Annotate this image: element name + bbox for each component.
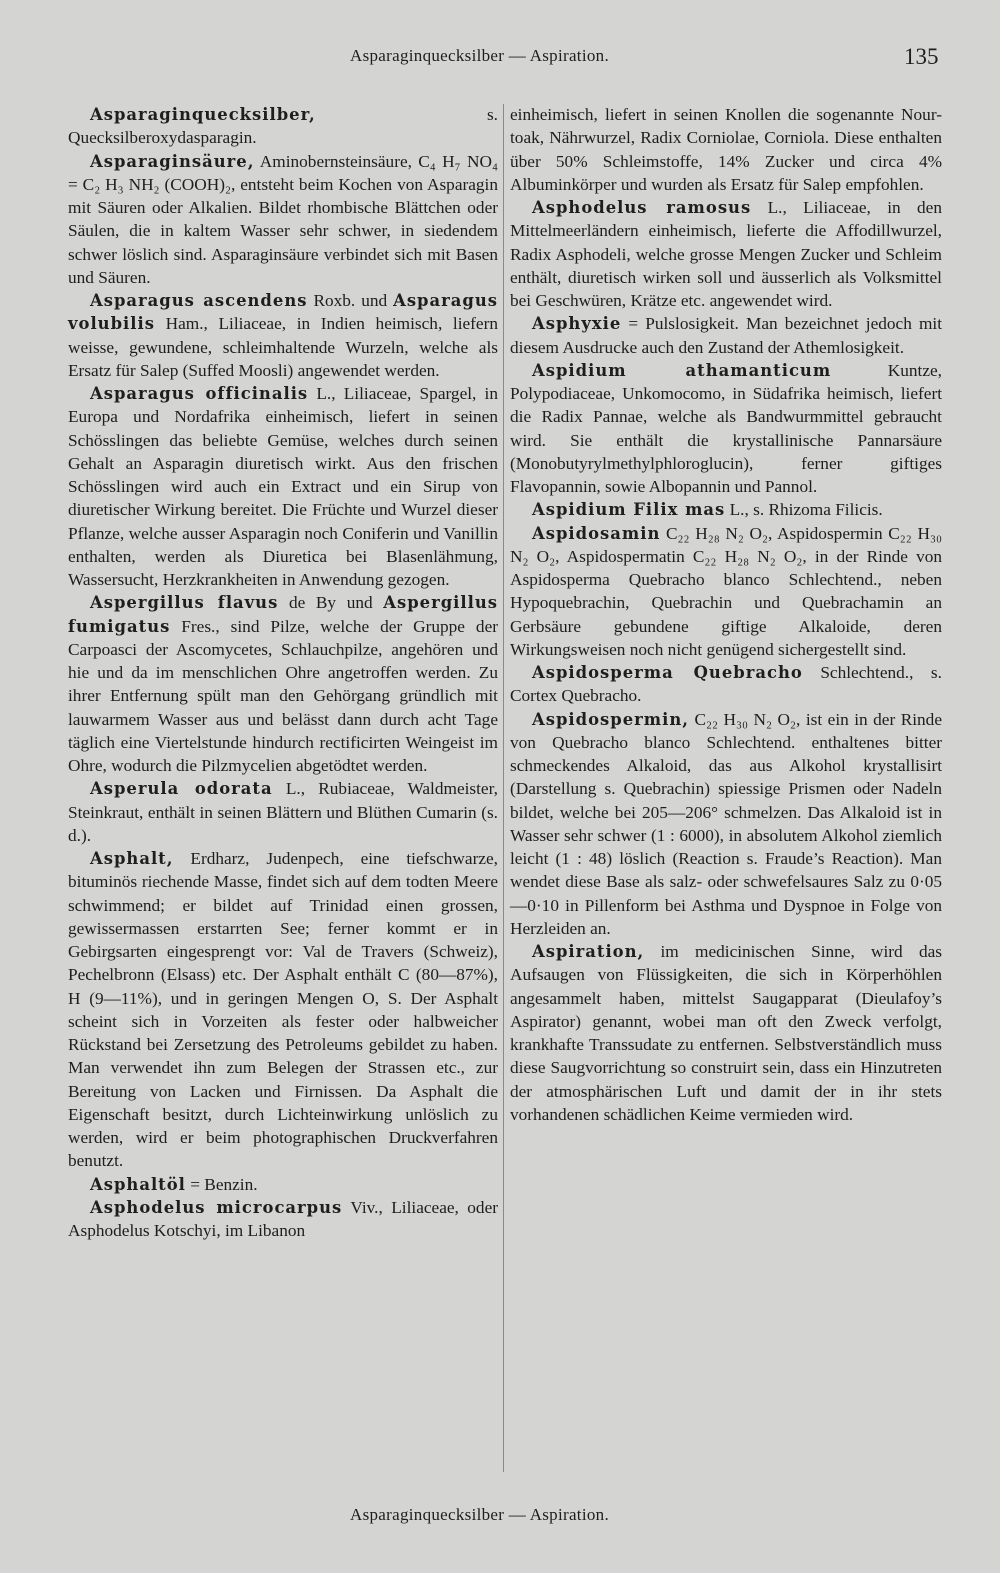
dictionary-entry	[510, 661, 942, 708]
entry-text: Kuntze, Polypodiaceae, Unkomocomo, in Südafrika heimisch, liefert die Radix Pannae, welche als Bandwurmmittel gebraucht wird. Sie enthält die krystallinische Pannarsäure (Monobutyrylmethylphloroglucin), ferner giftiges Flavopannin, sowie Albopannin und Pannol.	[510, 360, 943, 496]
entry-headword: Aspiration,	[532, 942, 645, 961]
entry-headword: Aspidium Filix mas	[532, 500, 726, 520]
dictionary-entry	[68, 289, 498, 382]
dictionary-entry	[68, 103, 498, 150]
entry-headword: Asphyxie	[532, 314, 622, 334]
column-divider	[503, 104, 504, 1472]
entry-text: Aminobernsteinsäure, C₄ H₇ NO₄ = C₂ H₃ NH₂ (COOH)₂, entsteht beim Kochen von Asparagin mit Säuren oder Alkalien. Bildet rhombische Blättchen oder Säulen, die in kaltem Wasser sehr schwer, in siedendem schwer löslich sind. Asparaginsäure verbindet sich mit Basen und Säuren.	[68, 151, 498, 287]
entry-text: einheimisch, liefert in seinen Knollen die sogenannte Nour-toak, Nährwurzel, Radix Corniolae, Corniola. Diese enthalten über 50% Schleimstoffe, 14% Zucker und circa 4% Albuminkörper und wurden als Ersatz für Salep empfohlen.	[510, 105, 942, 194]
entry-text: C₂₂ H₂₈ N₂ O₂, Aspidospermin C₂₂ H₃₀ N₂ O₂, Aspidospermatin C₂₂ H₂₈ N₂ O₂, in der Rinde von Aspidosperma Quebracho blanco Schlechtend., neben Hypoquebrachin, Quebrachin und Quebrachamin an Gerbsäure gebundene giftige Alkaloide, deren Wirkungsweisen noch nicht genügend sichergestellt sind.	[510, 523, 942, 659]
dictionary-entry	[510, 196, 942, 312]
entry-text: L., Rubiaceae, Waldmeister, Steinkraut, enthält in seinen Blättern und Blüthen Cumarin (s. d.).	[68, 779, 498, 845]
entry-text: Viv., Liliaceae, oder Asphodelus Kotschyi, im Libanon	[68, 1197, 499, 1240]
dictionary-entry	[68, 777, 498, 847]
dictionary-entry	[68, 591, 498, 777]
entry-headword: Asphodelus ramosus	[532, 198, 752, 217]
entry-headword: Asphaltöl	[90, 1174, 186, 1194]
page-number: 135	[904, 44, 939, 69]
entry-headword: Asparagus officinalis	[90, 384, 309, 403]
entry-text: Ham., Liliaceae, in Indien heimisch, liefern weisse, gewundene, schleimhaltende Wurzeln, welche als Ersatz für Salep (Suffed Moosli) angewendet werden.	[68, 314, 498, 380]
dictionary-entry	[68, 847, 498, 1173]
dictionary-entry	[510, 103, 942, 196]
page-footer: Asparaginquecksilber — Aspiration.	[350, 1505, 610, 1524]
entry-text: de By und	[278, 593, 384, 613]
entry-headword: Asphalt,	[90, 849, 174, 868]
entry-text: Fres., sind Pilze, welche der Gruppe der Carpoasci der Ascomycetes, Schlauchpilze, angehören und hie und da im menschlichen Ohre angetroffen werden. Zu ihrer Entfernung spült man den Gehörgang gründlich mit lauwarmem Wasser aus und belässt dann durch acht Tage täglich eine Viertelstunde hindurch rectificirten Weingeist im Ohre, wodurch die Pilzmycelien abgetödtet werden.	[68, 616, 498, 775]
entry-text: s. Quecksilberoxydasparagin.	[68, 105, 498, 148]
entry-text: = Pulslosigkeit. Man bezeichnet jedoch mit diesem Ausdrucke auch den Zustand der Athemlosigkeit.	[510, 314, 942, 357]
entry-headword: Asparagus ascendens	[90, 291, 308, 310]
entry-headword: Aspidium athamanticum	[532, 360, 832, 380]
dictionary-entry	[510, 312, 942, 359]
entry-text: = Benzin.	[185, 1174, 258, 1194]
left-column	[68, 103, 498, 1242]
entry-text: C₂₂ H₃₀ N₂ O₂, ist ein in der Rinde von Quebracho blanco Schlechtend. enthaltenes bitter schmeckendes Alkaloid, das aus Alkohol krystallisirt (Darstellung s. Quebrachin) spiessige Prismen oder Nadeln bildet, welche bei 205—206° schmelzen. Das Alkaloid ist in Wasser sehr schwer (1 : 6000), in absolutem Alkohol ziemlich leicht (1 : 48) löslich (Reaction s. Fraude’s Reaction). Man wendet diese Base als salz- oder schwefelsaures Salz zu 0·05—0·10 in Pillenform bei Asthma und Dyspnoe in Folge von Herzleiden an.	[510, 709, 942, 938]
entry-text: im medicinischen Sinne, wird das Aufsaugen von Flüssigkeiten, die sich in Körperhöhlen angesammelt haben, mittelst Saugapparat (Dieulafoy’s Aspirator) genannt, wobei man oft den Zweck verfolgt, krankhafte Transsudate zu entfernen. Selbstverständlich muss diese Saugvorrichtung so construirt sein, dass ein Hinzutreten der atmosphärischen Luft und damit der in ihr stets vorhandenen schädlichen Keime vermieden wird.	[510, 942, 942, 1124]
entry-text: L., Liliaceae, Spargel, in Europa und Nordafrika einheimisch, liefert in seinen Schösslingen das beliebte Gemüse, welches durch seinen Gehalt an Asparagin diuretisch wirkt. Aus den frischen Schösslingen wird auch ein Extract und ein Sirup von diuretischer Wirkung bereitet. Die Früchte und Wurzel dieser Pflanze, welche ausser Asparagin noch Coniferin und Vanillin enthalten, werden als Diuretica bei Blasenlähmung, Wassersucht, Herzkrankheiten in Anwendung gezogen.	[68, 384, 498, 589]
dictionary-entry	[510, 498, 942, 521]
entry-text: Roxb. und	[307, 291, 394, 310]
entry-headword: Asparagus volubilis	[68, 291, 498, 334]
entry-headword: Aspidosperma Quebracho	[532, 663, 803, 682]
dictionary-entry	[68, 1196, 498, 1243]
entry-headword: Aspidospermin,	[532, 709, 689, 729]
dictionary-entry	[510, 940, 942, 1126]
entry-headword: Asparaginsäure,	[90, 151, 255, 171]
dictionary-entry	[68, 150, 498, 290]
dictionary-entry	[68, 1173, 498, 1196]
entry-headword: Asphodelus microcarpus	[90, 1197, 343, 1217]
entry-text: L., s. Rhizoma Filicis.	[725, 500, 883, 520]
entry-text: L., Liliaceae, in den Mittelmeerländern einheimisch, lieferte die Affodillwurzel, Radix Asphodeli, welche grosse Mengen Zucker und Schleim enthält, diuretisch wirken soll und äusserlich als Volksmittel bei Geschwüren, Krätze etc. angewendet wird.	[510, 198, 942, 310]
entry-headword: Aspergillus fumigatus	[68, 593, 499, 636]
right-column	[510, 103, 942, 1126]
running-head: Asparaginquecksilber — Aspiration.	[350, 46, 610, 65]
entry-text: Erdharz, Judenpech, eine tiefschwarze, bituminös riechende Masse, findet sich auf dem todten Meere schwimmend; er bildet auf Trinidad einen grossen, gewissermassen erstarrten See; ferner kommt er in Gebirgsarten eingesprengt vor: Val de Travers (Schweiz), Pechelbronn (Elsass) etc. Der Asphalt enthält C (80—87%), H (9—11%), und in geringen Mengen O, S. Der Asphalt scheint sich in Vorzeiten als fester oder halbweicher Rückstand bei Zersetzung des Petroleums gebildet zu haben. Man verwendet ihn zum Belegen der Strassen etc., zur Bereitung von Lacken und Firnissen. Da Asphalt die Eigenschaft besitzt, durch Lichteinwirkung unlöslich zu werden, wird er beim photographischen Druckverfahren benutzt.	[68, 849, 498, 1171]
dictionary-entry	[510, 708, 942, 941]
entry-headword: Aspergillus flavus	[90, 593, 279, 613]
dictionary-entry	[510, 359, 942, 499]
dictionary-entry	[68, 382, 498, 591]
entry-headword: Asparaginquecksilber,	[90, 105, 316, 124]
entry-headword: Aspidosamin	[532, 523, 661, 543]
entry-text: Schlechtend., s. Cortex Quebracho.	[510, 663, 942, 706]
entry-headword: Asperula odorata	[90, 779, 273, 799]
dictionary-entry	[510, 522, 942, 662]
